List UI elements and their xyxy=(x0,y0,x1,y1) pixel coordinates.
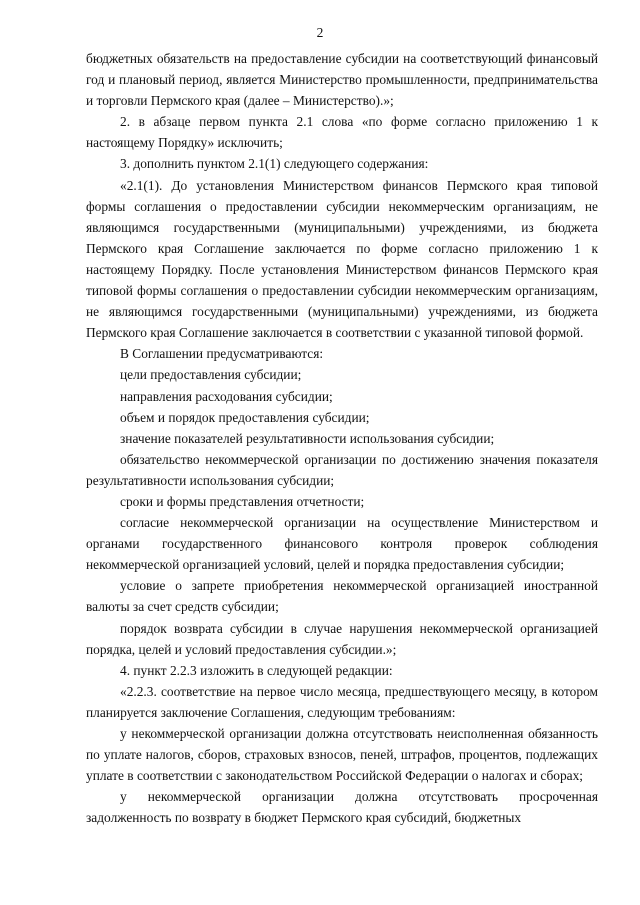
paragraph-clause-2-2-3: «2.2.3. соответствие на первое число месяца, предшествующего месяцу, в котором планируется заключение Соглашения, следующим требованиям: xyxy=(86,683,598,720)
list-item-reporting: сроки и формы представления отчетности; xyxy=(120,493,365,509)
list-item-obligation: обязательство некоммерческой организации по достижению значения показателя результативности использования субсидии; xyxy=(86,451,598,488)
list-item-no-tax-debt: у некоммерческой организации должна отсутствовать неисполненная обязанность по уплате налогов, сборов, страховых взносов, пеней, штрафов, процентов, подлежащих уплате в соответствии с законодательством Российской Федерации о налогах и сборах; xyxy=(86,726,598,784)
paragraph-item-3: 3. дополнить пунктом 2.1(1) следующего содержания: xyxy=(120,156,429,172)
page-number: 2 xyxy=(316,25,324,40)
paragraph-agreement-provisions: В Соглашении предусматриваются: xyxy=(120,346,324,362)
paragraph-continuation: бюджетных обязательств на предоставление субсидии на соответствующий финансовый год и плановый период, является Министерство промышленности, предпринимательства и торговли Пермского края (далее – Министерство).»; xyxy=(86,51,598,109)
document-body xyxy=(86,48,598,828)
list-item-directions: направления расходования субсидии; xyxy=(120,388,333,404)
list-item-goals: цели предоставления субсидии; xyxy=(120,367,302,383)
list-item-refund: порядок возврата субсидии в случае нарушения некоммерческой организацией порядка, целей и условий предоставления субсидии.»; xyxy=(86,620,598,657)
list-item-no-overdue-debt: у некоммерческой организации должна отсутствовать просроченная задолженность по возврату в бюджет Пермского края субсидий, бюджетных xyxy=(86,789,598,826)
list-item-volume: объем и порядок предоставления субсидии; xyxy=(120,409,370,425)
list-item-currency-ban: условие о запрете приобретения некоммерческой организацией иностранной валюты за счет средств субсидии; xyxy=(86,578,598,615)
list-item-consent: согласие некоммерческой организации на осуществление Министерством и органами государственного финансового контроля проверок соблюдения некоммерческой организацией условий, целей и порядка предоставления субсидии; xyxy=(86,515,598,573)
paragraph-item-4: 4. пункт 2.2.3 изложить в следующей редакции: xyxy=(120,662,393,678)
paragraph-clause-2-1-1: «2.1(1). До установления Министерством финансов Пермского края типовой формы соглашения о предоставлении субсидии некоммерческим организациям, не являющимся государственными (муниципальными) учреждениями, из бюджета Пермского края Соглашение заключается по форме согласно приложению 1 к настоящему Порядку. После установления Министерством финансов Пермского края типовой формы соглашения о предоставлении субсидии некоммерческим организациям, не являющимся государственными (муниципальными) учреждениями, из бюджета Пермского края Соглашение заключается в соответствии с указанной типовой формой. xyxy=(86,177,598,341)
paragraph-item-2: 2. в абзаце первом пункта 2.1 слова «по форме согласно приложению 1 к настоящему Порядку» исключить; xyxy=(86,114,598,151)
list-item-indicators: значение показателей результативности использования субсидии; xyxy=(120,430,495,446)
